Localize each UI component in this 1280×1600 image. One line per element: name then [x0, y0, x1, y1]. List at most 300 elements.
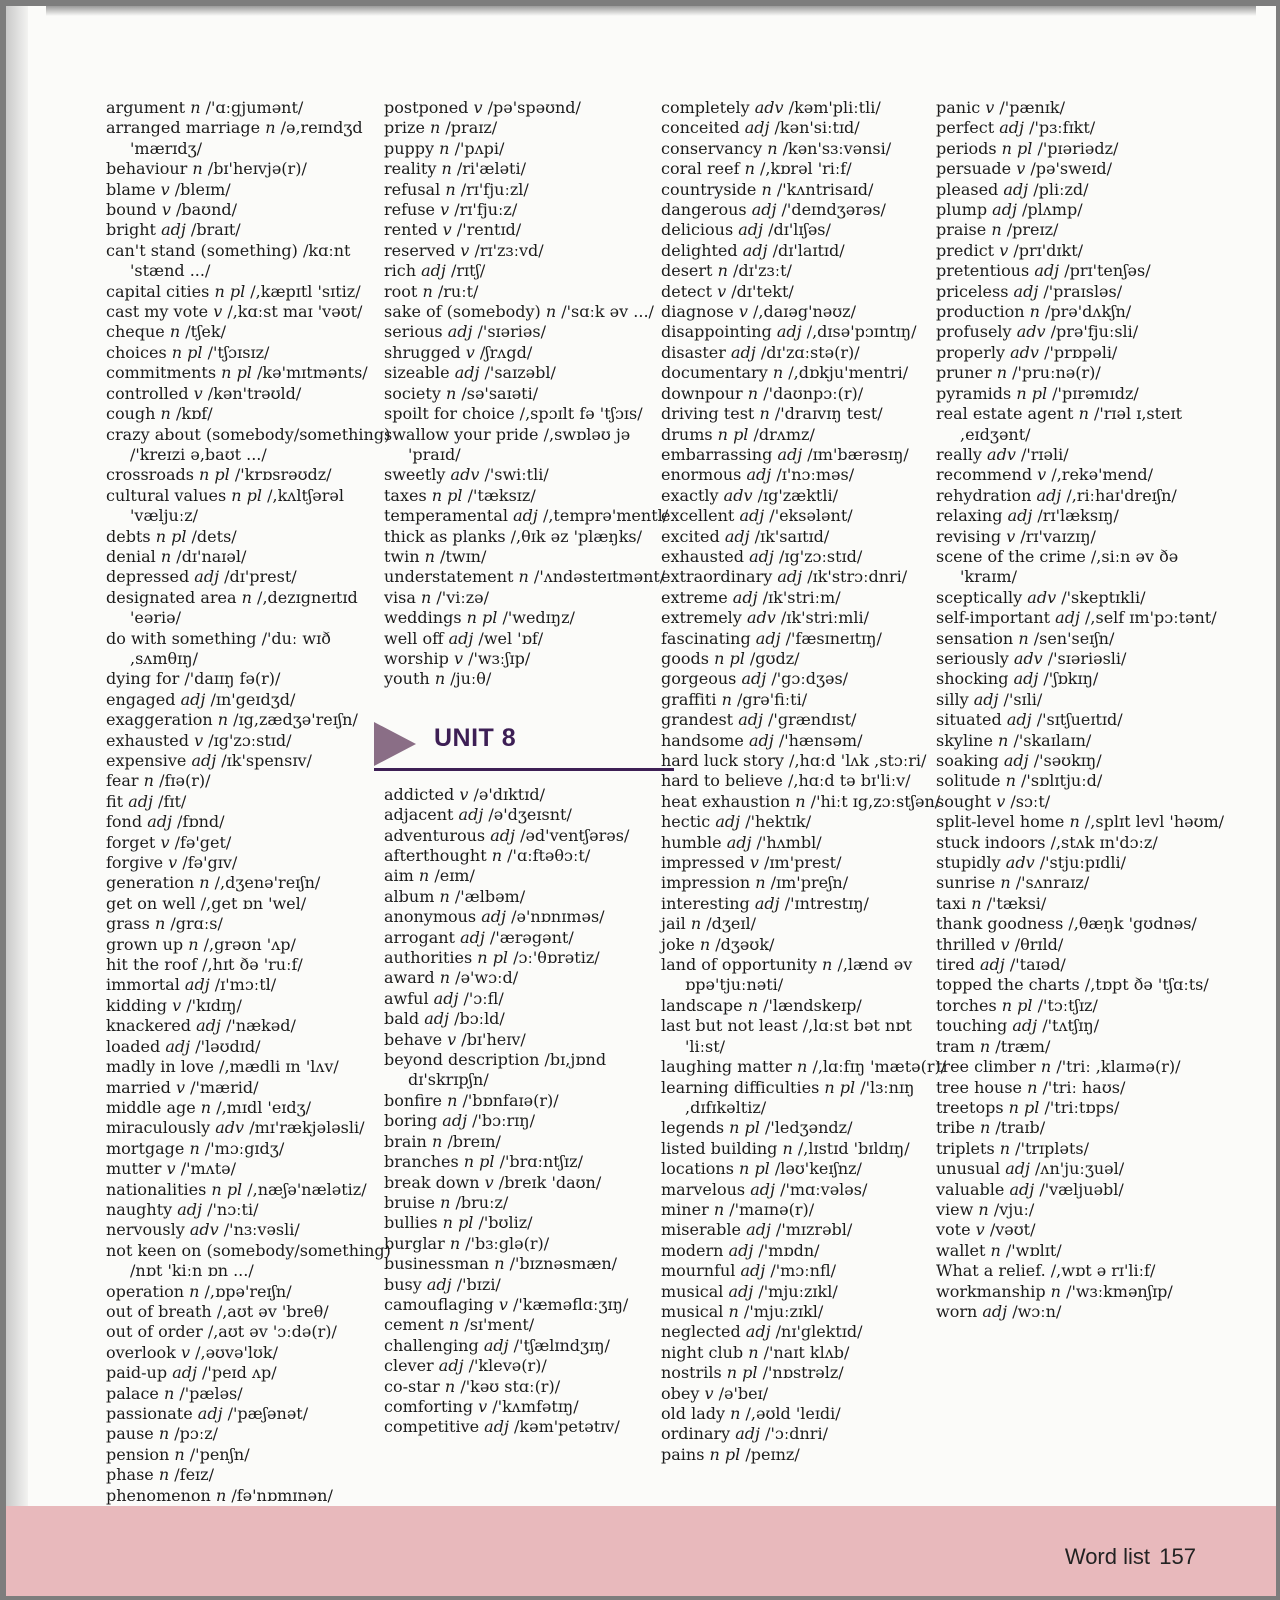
- headword: puppy: [384, 138, 435, 158]
- part-of-speech: n: [445, 179, 456, 199]
- part-of-speech: adj: [728, 1281, 754, 1301]
- word-entry: [106, 873, 396, 893]
- part-of-speech: adj: [724, 526, 750, 546]
- part-of-speech: adj: [1007, 506, 1033, 526]
- word-entry: [384, 608, 674, 628]
- word-entry: [936, 547, 1226, 588]
- pronunciation: /'tʃælɪndʒɪŋ/: [513, 1335, 610, 1355]
- part-of-speech: n: [795, 791, 806, 811]
- headword: graffiti: [661, 689, 717, 709]
- headword: landscape: [661, 995, 743, 1015]
- part-of-speech: v: [213, 302, 223, 322]
- pronunciation: /'sɒlɪtjuːd/: [1021, 771, 1103, 791]
- headword: competitive: [384, 1417, 480, 1437]
- word-entry: [384, 425, 674, 466]
- headword: wallet: [936, 1240, 986, 1260]
- headword: knackered: [106, 1016, 192, 1036]
- word-entry: [106, 465, 396, 485]
- headword: workmanship: [936, 1281, 1046, 1301]
- word-entry: [661, 404, 951, 424]
- pronunciation: /kəm'petətɪv/: [514, 1417, 620, 1437]
- headword: thrilled: [936, 934, 996, 954]
- word-entry: [384, 527, 674, 547]
- headword: adjacent: [384, 805, 454, 825]
- headword: treetops: [936, 1097, 1004, 1117]
- part-of-speech: v: [717, 281, 727, 301]
- pronunciation: /'nɔːti/: [207, 1199, 259, 1219]
- part-of-speech: adj: [454, 363, 480, 383]
- headword: driving test: [661, 404, 755, 424]
- word-entry: [661, 1424, 951, 1444]
- word-entry: [106, 220, 396, 240]
- pronunciation: /,mɪdl 'eɪdʒ/: [216, 1097, 312, 1117]
- word-entry: [106, 527, 396, 547]
- word-entry: [106, 935, 396, 955]
- headword: operation: [106, 1281, 185, 1301]
- word-entry: [661, 506, 951, 526]
- part-of-speech: adj: [746, 1220, 771, 1240]
- headword: loaded: [106, 1036, 161, 1056]
- part-of-speech: v: [738, 302, 748, 322]
- headword: well off: [384, 628, 444, 648]
- part-of-speech: v: [447, 1029, 457, 1049]
- headword: overlook: [106, 1342, 176, 1362]
- word-entry: [661, 853, 951, 873]
- word-entry: [384, 1193, 674, 1213]
- headword: out of order: [106, 1322, 203, 1342]
- word-entry: [384, 928, 674, 948]
- unit-heading-text: UNIT 8: [434, 723, 517, 752]
- headword: diagnose: [661, 302, 734, 322]
- word-entry: [936, 302, 1226, 322]
- pronunciation: /'wɒlɪt/: [1005, 1240, 1062, 1260]
- word-entry: [936, 1098, 1226, 1118]
- word-entry: [936, 588, 1226, 608]
- part-of-speech: v: [1000, 934, 1010, 954]
- pronunciation: /rɪtʃ/: [450, 261, 486, 281]
- pronunciation: /'væljuəbl/: [1039, 1179, 1124, 1199]
- part-of-speech: n pl: [1008, 1097, 1040, 1117]
- pronunciation: /'ɑːgjumənt/: [205, 98, 304, 117]
- pronunciation: /bɪ'heɪvjə(r)/: [207, 159, 307, 179]
- headword: arranged marriage: [106, 118, 261, 138]
- part-of-speech: adj: [740, 1261, 766, 1281]
- headword: skyline: [936, 730, 993, 750]
- headword: vote: [936, 1220, 971, 1240]
- pronunciation: /baʊnd/: [175, 200, 237, 220]
- part-of-speech: adj: [184, 975, 210, 995]
- word-entry: [936, 1180, 1226, 1200]
- pronunciation: /'sɪli/: [1003, 689, 1043, 709]
- part-of-speech: adj: [730, 342, 756, 362]
- part-of-speech: adv: [1027, 587, 1057, 607]
- headword: silly: [936, 689, 969, 709]
- pronunciation: /rɪ'zɜːvd/: [474, 240, 544, 260]
- headword: relaxing: [936, 506, 1003, 526]
- word-entry: [936, 1078, 1226, 1098]
- headword: commitments: [106, 363, 217, 383]
- pronunciation: /'maɪnə(r)/: [729, 1199, 815, 1219]
- part-of-speech: adj: [1003, 179, 1029, 199]
- word-entry: [661, 343, 951, 363]
- word-entry: [936, 731, 1226, 751]
- part-of-speech: v: [749, 853, 759, 873]
- headword: weddings: [384, 608, 462, 628]
- word-entry: [936, 955, 1226, 975]
- pronunciation: /'səʊkɪŋ/: [1033, 751, 1102, 770]
- part-of-speech: n: [744, 159, 755, 179]
- headword: challenging: [384, 1335, 479, 1355]
- pronunciation: /'ɔːfl/: [463, 988, 504, 1008]
- headword: shocking: [936, 669, 1009, 689]
- word-entry: [384, 159, 674, 179]
- pronunciation: /'tæksɪz/: [467, 485, 536, 505]
- word-entry: [661, 1139, 951, 1159]
- headword: reserved: [384, 240, 456, 260]
- headword: revising: [936, 526, 1002, 546]
- word-entry: [384, 261, 674, 281]
- part-of-speech: adj: [438, 1356, 464, 1376]
- headword: impressed: [661, 853, 745, 873]
- word-entry: [661, 1200, 951, 1220]
- part-of-speech: n pl: [477, 948, 509, 968]
- headword: phenomenon: [106, 1485, 211, 1505]
- word-entry: [106, 1098, 396, 1118]
- headword: cheque: [106, 322, 165, 342]
- headword: legends: [661, 1118, 725, 1138]
- word-entry: [936, 98, 1226, 118]
- word-column-3: [661, 98, 951, 1465]
- headword: paid-up: [106, 1363, 168, 1383]
- word-entry: [384, 1091, 674, 1111]
- word-entry: [661, 914, 951, 934]
- part-of-speech: adj: [777, 444, 803, 464]
- part-of-speech: adj: [1006, 710, 1032, 730]
- word-entry: [106, 1057, 396, 1077]
- part-of-speech: v: [175, 1077, 185, 1097]
- pronunciation: /'ælbəm/: [454, 886, 526, 906]
- word-entry: [661, 731, 951, 751]
- part-of-speech: n pl: [199, 465, 230, 485]
- part-of-speech: n: [971, 893, 982, 913]
- headword: controlled: [106, 383, 189, 403]
- word-entry: [936, 180, 1226, 200]
- word-entry: [936, 996, 1226, 1016]
- pronunciation: /,kɒrəl 'riːf/: [760, 159, 852, 179]
- headword: businessman: [384, 1254, 490, 1274]
- pronunciation: /'bɪzi/: [456, 1274, 501, 1294]
- part-of-speech: adj: [999, 118, 1024, 138]
- pronunciation: /'bɔːrɪŋ/: [472, 1111, 535, 1131]
- word-entry: [936, 1220, 1226, 1240]
- headword: anonymous: [384, 907, 477, 927]
- headword: boring: [384, 1111, 438, 1131]
- part-of-speech: n: [1000, 873, 1011, 893]
- headword: sizeable: [384, 363, 450, 383]
- pronunciation: /'mɑːvələs/: [780, 1179, 868, 1199]
- word-entry: [661, 1302, 951, 1322]
- part-of-speech: n: [418, 866, 430, 886]
- pronunciation: /eɪm/: [434, 866, 475, 886]
- pronunciation: /ɪg,zædʒə'reɪʃn/: [233, 710, 358, 730]
- headword: seriously: [936, 648, 1009, 668]
- pronunciation: /,θɪk əz 'plæŋks/: [510, 526, 643, 546]
- pronunciation: /fə'gɪv/: [182, 853, 238, 873]
- part-of-speech: n: [747, 383, 759, 403]
- part-of-speech: adj: [1005, 1159, 1030, 1179]
- pronunciation: /,ɒpə'reɪʃn/: [204, 1281, 292, 1301]
- word-entry: [106, 1486, 396, 1506]
- pronunciation: /ɪ'mɔːtl/: [214, 975, 277, 995]
- headword: exhausted: [661, 546, 744, 566]
- pronunciation: /praɪz/: [445, 118, 498, 138]
- pronunciation: /'kʌntrisaɪd/: [776, 179, 874, 199]
- headword: pyramids: [936, 383, 1012, 403]
- headword: out of breath: [106, 1301, 212, 1321]
- part-of-speech: adj: [513, 506, 538, 526]
- headword: delighted: [661, 240, 738, 260]
- word-entry: [384, 363, 674, 383]
- pronunciation: /ɪk'saɪtɪd/: [754, 526, 830, 546]
- headword: nervously: [106, 1220, 185, 1240]
- pronunciation: /'ɑːftəθɔːt/: [507, 846, 591, 865]
- word-entry: [936, 1282, 1226, 1302]
- part-of-speech: n: [721, 689, 732, 709]
- headword: sunrise: [936, 873, 996, 893]
- pronunciation: /ʃrʌgd/: [479, 342, 533, 362]
- part-of-speech: adj: [424, 1009, 449, 1029]
- part-of-speech: n: [440, 1192, 451, 1212]
- headword: middle age: [106, 1097, 196, 1117]
- headword: reality: [384, 159, 437, 179]
- pronunciation: /,self ɪm'pɔːtənt/: [1085, 608, 1217, 628]
- part-of-speech: n pl: [442, 1213, 474, 1233]
- headword: countryside: [661, 179, 757, 199]
- word-entry: [384, 465, 674, 485]
- word-entry: [661, 527, 951, 547]
- pronunciation: /,wɒt ə rɪ'liːf/: [1050, 1261, 1156, 1281]
- pronunciation: /,hɑːd 'lʌk ,stɔːri/: [789, 751, 927, 770]
- headword: denial: [106, 546, 156, 566]
- part-of-speech: n: [767, 138, 778, 158]
- word-entry: [936, 975, 1226, 995]
- word-entry: [106, 669, 396, 689]
- pronunciation: /kɑːnt 'stænd .../: [130, 240, 351, 281]
- part-of-speech: n pl: [726, 1363, 758, 1383]
- headword: ordinary: [661, 1424, 731, 1444]
- word-entry: [936, 527, 1226, 547]
- pronunciation: /,lɑːfɪŋ 'mætə(r)/: [812, 1057, 947, 1077]
- headword: modern: [661, 1240, 724, 1260]
- word-entry: [661, 1384, 951, 1404]
- pronunciation: /vjuː/: [993, 1199, 1035, 1219]
- headword: perfect: [936, 118, 995, 138]
- headword: obey: [661, 1383, 700, 1403]
- headword: fit: [106, 791, 124, 811]
- headword: depressed: [106, 567, 190, 587]
- word-entry: [936, 669, 1226, 689]
- part-of-speech: adj: [180, 689, 206, 709]
- pronunciation: /,kʌltʃərəl 'væljuːz/: [130, 485, 344, 526]
- part-of-speech: n: [1005, 771, 1016, 791]
- headword: completely: [661, 98, 750, 117]
- word-entry: [661, 567, 951, 587]
- pronunciation: /juːθ/: [450, 669, 492, 689]
- headword: cement: [384, 1315, 444, 1335]
- part-of-speech: adj: [750, 1179, 775, 1199]
- part-of-speech: n: [772, 363, 784, 383]
- word-entry: [106, 914, 396, 934]
- headword: bullies: [384, 1213, 438, 1233]
- headword: conservancy: [661, 138, 763, 158]
- pronunciation: /'prɒpəli/: [1044, 342, 1118, 362]
- headword: recommend: [936, 465, 1033, 485]
- pronunciation: /feɪz/: [174, 1465, 214, 1485]
- pronunciation: /'rentɪd/: [456, 220, 522, 240]
- pronunciation: /'wɜːkmənʃɪp/: [1066, 1281, 1173, 1301]
- headword: worn: [936, 1301, 978, 1321]
- pronunciation: /ə'wɔːd/: [455, 968, 519, 988]
- headword: thick as planks: [384, 526, 506, 546]
- part-of-speech: adj: [738, 710, 763, 730]
- word-entry: [384, 1213, 674, 1233]
- part-of-speech: adj: [1034, 261, 1060, 281]
- headword: real estate agent: [936, 404, 1074, 424]
- headword: miserable: [661, 1220, 741, 1240]
- word-entry: [384, 1356, 674, 1376]
- pronunciation: /'deɪndʒərəs/: [781, 200, 886, 220]
- part-of-speech: n: [978, 1199, 989, 1219]
- part-of-speech: n pl: [463, 1152, 495, 1172]
- part-of-speech: n: [728, 1301, 739, 1321]
- pronunciation: /,əʊld 'leɪdi/: [745, 1404, 841, 1423]
- word-entry: [936, 118, 1226, 138]
- pronunciation: /ɪk'strɔːdnri/: [807, 567, 908, 587]
- part-of-speech: v: [161, 200, 171, 220]
- word-entry: [106, 98, 396, 118]
- pronunciation: /,kæpɪtl 'sɪtiz/: [250, 281, 361, 301]
- pronunciation: /'hænsəm/: [778, 730, 863, 750]
- part-of-speech: n: [545, 302, 557, 322]
- part-of-speech: n: [1027, 1077, 1038, 1097]
- part-of-speech: adj: [458, 805, 484, 825]
- word-entry: [661, 608, 951, 628]
- headword: nationalities: [106, 1179, 207, 1199]
- part-of-speech: n: [980, 1118, 991, 1138]
- pronunciation: /ə,reɪndʒd 'mærɪdʒ/: [130, 118, 363, 158]
- pronunciation: /,dɒkju'mentri/: [788, 363, 909, 383]
- part-of-speech: adv: [1010, 342, 1039, 362]
- pronunciation: /'mjuːzɪkl/: [743, 1301, 824, 1321]
- pronunciation: /'wɜːʃɪp/: [468, 648, 531, 668]
- headword: topped the charts: [936, 975, 1080, 995]
- headword: pause: [106, 1424, 154, 1444]
- headword: really: [936, 444, 982, 464]
- pronunciation: /sɪ'ment/: [464, 1315, 535, 1335]
- pronunciation: /,grəʊn 'ʌp/: [203, 934, 296, 954]
- pronunciation: /,lɪstɪd 'bɪldɪŋ/: [797, 1138, 910, 1158]
- word-entry: [384, 1275, 674, 1295]
- pronunciation: /'kʌmfətɪŋ/: [492, 1396, 579, 1416]
- part-of-speech: adj: [726, 832, 752, 852]
- word-entry: [106, 425, 396, 466]
- part-of-speech: adj: [147, 812, 172, 832]
- word-entry: [936, 1159, 1226, 1179]
- part-of-speech: n pl: [221, 363, 252, 383]
- part-of-speech: n: [782, 1138, 793, 1158]
- part-of-speech: n: [217, 710, 229, 730]
- headword: sake of (somebody): [384, 302, 541, 322]
- headword: miner: [661, 1199, 709, 1219]
- pronunciation: /'krɒsrəʊdz/: [234, 465, 332, 485]
- word-entry: [936, 261, 1226, 281]
- word-entry: [106, 955, 396, 975]
- headword: laughing matter: [661, 1057, 792, 1077]
- word-entry: [106, 588, 396, 629]
- word-entry: [106, 833, 396, 853]
- word-entry: [936, 710, 1226, 730]
- word-entry: [106, 1424, 396, 1444]
- headword: clever: [384, 1356, 434, 1376]
- word-entry: [106, 118, 396, 159]
- word-entry: [936, 853, 1226, 873]
- part-of-speech: n: [421, 587, 432, 607]
- pronunciation: /'mɔːgɪdʒ/: [204, 1138, 285, 1158]
- pronunciation: /twɪn/: [440, 546, 487, 566]
- part-of-speech: n: [761, 179, 772, 199]
- headword: self-important: [936, 608, 1051, 628]
- part-of-speech: adj: [755, 628, 781, 648]
- pronunciation: /'daɪɪŋ fə(r)/: [184, 669, 281, 689]
- part-of-speech: n: [518, 567, 529, 587]
- headword: listed building: [661, 1138, 778, 1158]
- headword: sought: [936, 791, 992, 811]
- word-entry: [936, 486, 1226, 506]
- pronunciation: /'ləʊdɪd/: [195, 1036, 261, 1056]
- headword: musical: [661, 1301, 724, 1321]
- part-of-speech: n: [431, 1131, 443, 1151]
- word-entry: [106, 1159, 396, 1179]
- part-of-speech: n: [199, 873, 210, 893]
- headword: break down: [384, 1172, 480, 1192]
- word-entry: [661, 649, 951, 669]
- headword: passionate: [106, 1404, 193, 1423]
- word-entry: [106, 363, 396, 383]
- pronunciation: /pliːzd/: [1033, 179, 1089, 199]
- headword: downpour: [661, 383, 743, 403]
- word-entry: [936, 159, 1226, 179]
- word-entry: [936, 1037, 1226, 1057]
- pronunciation: /mɪ'rækjələsli/: [249, 1118, 365, 1138]
- pronunciation: /'nɒstrəlz/: [762, 1363, 844, 1383]
- part-of-speech: n pl: [824, 1077, 856, 1097]
- part-of-speech: n: [449, 1233, 461, 1253]
- word-entry: [936, 404, 1226, 445]
- pronunciation: /'peɪd ʌp/: [202, 1363, 277, 1383]
- part-of-speech: adj: [980, 955, 1005, 975]
- word-entry: [936, 833, 1226, 853]
- word-entry: [661, 1159, 951, 1179]
- part-of-speech: n: [699, 934, 711, 954]
- headword: torches: [936, 995, 997, 1015]
- word-entry: [384, 1315, 674, 1335]
- headword: night club: [661, 1342, 744, 1362]
- headword: expensive: [106, 751, 187, 770]
- word-entry: [661, 1180, 951, 1200]
- word-entry: [936, 792, 1226, 812]
- headword: behave: [384, 1029, 443, 1049]
- pronunciation: /'stjuːpɪdli/: [1039, 853, 1127, 873]
